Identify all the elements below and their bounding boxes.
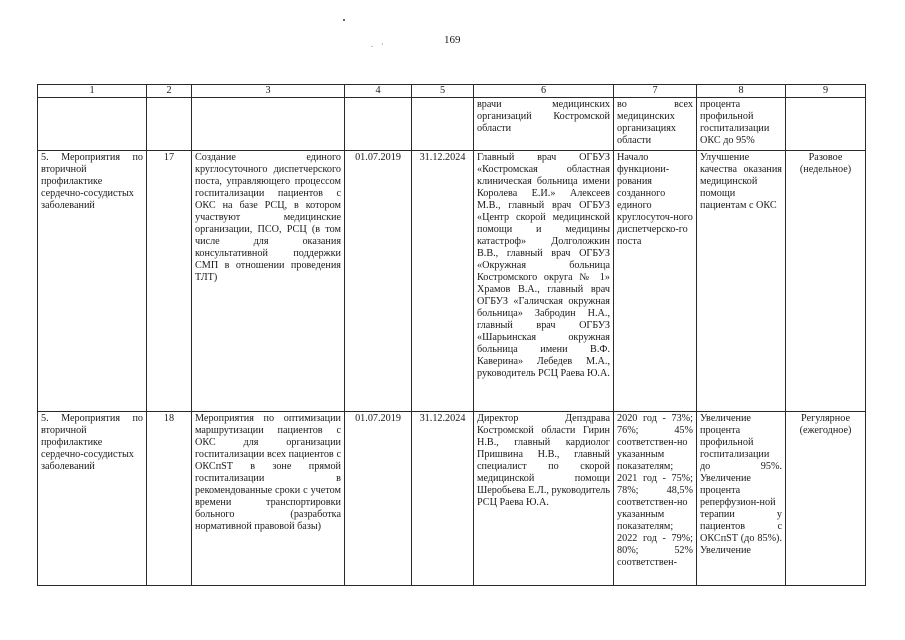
- responsible-cell: Директор Депздрава Костромской области Гирин Н.В., главный кардиолог Пришвина Н.В., главный специалист по скорой медицинской помощи Шеробьева Е.Л., руководитель РСЦ Раева Ю.А.: [474, 412, 614, 586]
- activity-cell: Создание единого круглосуточного диспетчерского поста, управляющего процессом госпитализации пациентов с ОКС на базе РСЦ, в котором участвуют медицинские организации, ПСО, РСЦ (в том числе для оказания консультативной поддержки СМП в отношении проведения ТЛТ): [192, 151, 345, 412]
- item-number-cell: 17: [147, 151, 192, 412]
- responsible-cell: Главный врач ОГБУЗ «Костромская областная клиническая больница имени Королева Е.И.» Алексеев М.В., главный врач ОГБУЗ «Центр скорой медицинской помощи и медицины катастроф» Долголожкин В.В., главный врач ОГБУЗ «Окружная больница Костромского округа № 1» Храмов В.А., главный врач ОГБУЗ «Галичская окружная больница» Забродин Н.А., главный врач ОГБУЗ «Шарьинская окружная больница имени В.Ф. Каверина» Лебедев М.А., руководитель РСЦ Раева Ю.А.: [474, 151, 614, 412]
- result-cell: во всех медицинских организациях области: [614, 98, 697, 151]
- table-row-continuation: [38, 98, 866, 151]
- header-col-5: 5: [412, 85, 474, 98]
- header-col-9: 9: [786, 85, 866, 98]
- end-date-cell: 31.12.2024: [412, 151, 474, 412]
- header-col-7: 7: [614, 85, 697, 98]
- plan-table: [37, 84, 866, 586]
- table-row-17: [38, 151, 866, 412]
- header-row: [38, 85, 866, 98]
- result-cell: 2020 год - 73%; 76%; 45% соответствен-но указанным показателям; 2021 год - 75%; 78%; 48,5% соответствен-но указанным показателям; 2022 год - 79%; 80%; 52% соответствен-: [614, 412, 697, 586]
- page-number: 169: [444, 34, 461, 46]
- measure-group-cell: [38, 98, 147, 151]
- result-cell: Начало функциони-рования созданного единого круглосуточ-ного диспетчерско-го поста: [614, 151, 697, 412]
- header-col-2: 2: [147, 85, 192, 98]
- start-date-cell: 01.07.2019: [345, 412, 412, 586]
- item-number-cell: [147, 98, 192, 151]
- end-date-cell: [412, 98, 474, 151]
- item-number-cell: 18: [147, 412, 192, 586]
- header-col-4: 4: [345, 85, 412, 98]
- effect-cell: Увеличение процента профильной госпитализации до 95%. Увеличение процента реперфузион-ной терапии у пациентов с ОКСпST (до 85%). Увеличение: [697, 412, 786, 586]
- measure-group-cell: 5. Мероприятия по вторичной профилактике сердечно-сосудистых заболеваний: [38, 151, 147, 412]
- start-date-cell: 01.07.2019: [345, 151, 412, 412]
- scan-marks: . ·: [371, 40, 387, 49]
- header-col-8: 8: [697, 85, 786, 98]
- header-col-1: 1: [38, 85, 147, 98]
- responsible-cell: врачи медицинских организаций Костромской области: [474, 98, 614, 151]
- frequency-cell: Разовое (недельное): [786, 151, 866, 412]
- header-col-6: 6: [474, 85, 614, 98]
- start-date-cell: [345, 98, 412, 151]
- effect-cell: процента профильной госпитализации ОКС до 95%: [697, 98, 786, 151]
- end-date-cell: 31.12.2024: [412, 412, 474, 586]
- activity-cell: [192, 98, 345, 151]
- scan-speck: [343, 19, 345, 21]
- frequency-cell: [786, 98, 866, 151]
- effect-cell: Улучшение качества оказания медицинской помощи пациентам с ОКС: [697, 151, 786, 412]
- table-row-18: [38, 412, 866, 586]
- header-col-3: 3: [192, 85, 345, 98]
- frequency-cell: Регулярное (ежегодное): [786, 412, 866, 586]
- activity-cell: Мероприятия по оптимизации маршрутизации пациентов с ОКС для организации госпитализации всех пациентов с ОКСпST в зоне прямой госпитализации в рекомендованные сроки с учетом времени транспортировки больного (разработка нормативной правовой базы): [192, 412, 345, 586]
- measure-group-cell: 5. Мероприятия по вторичной профилактике сердечно-сосудистых заболеваний: [38, 412, 147, 586]
